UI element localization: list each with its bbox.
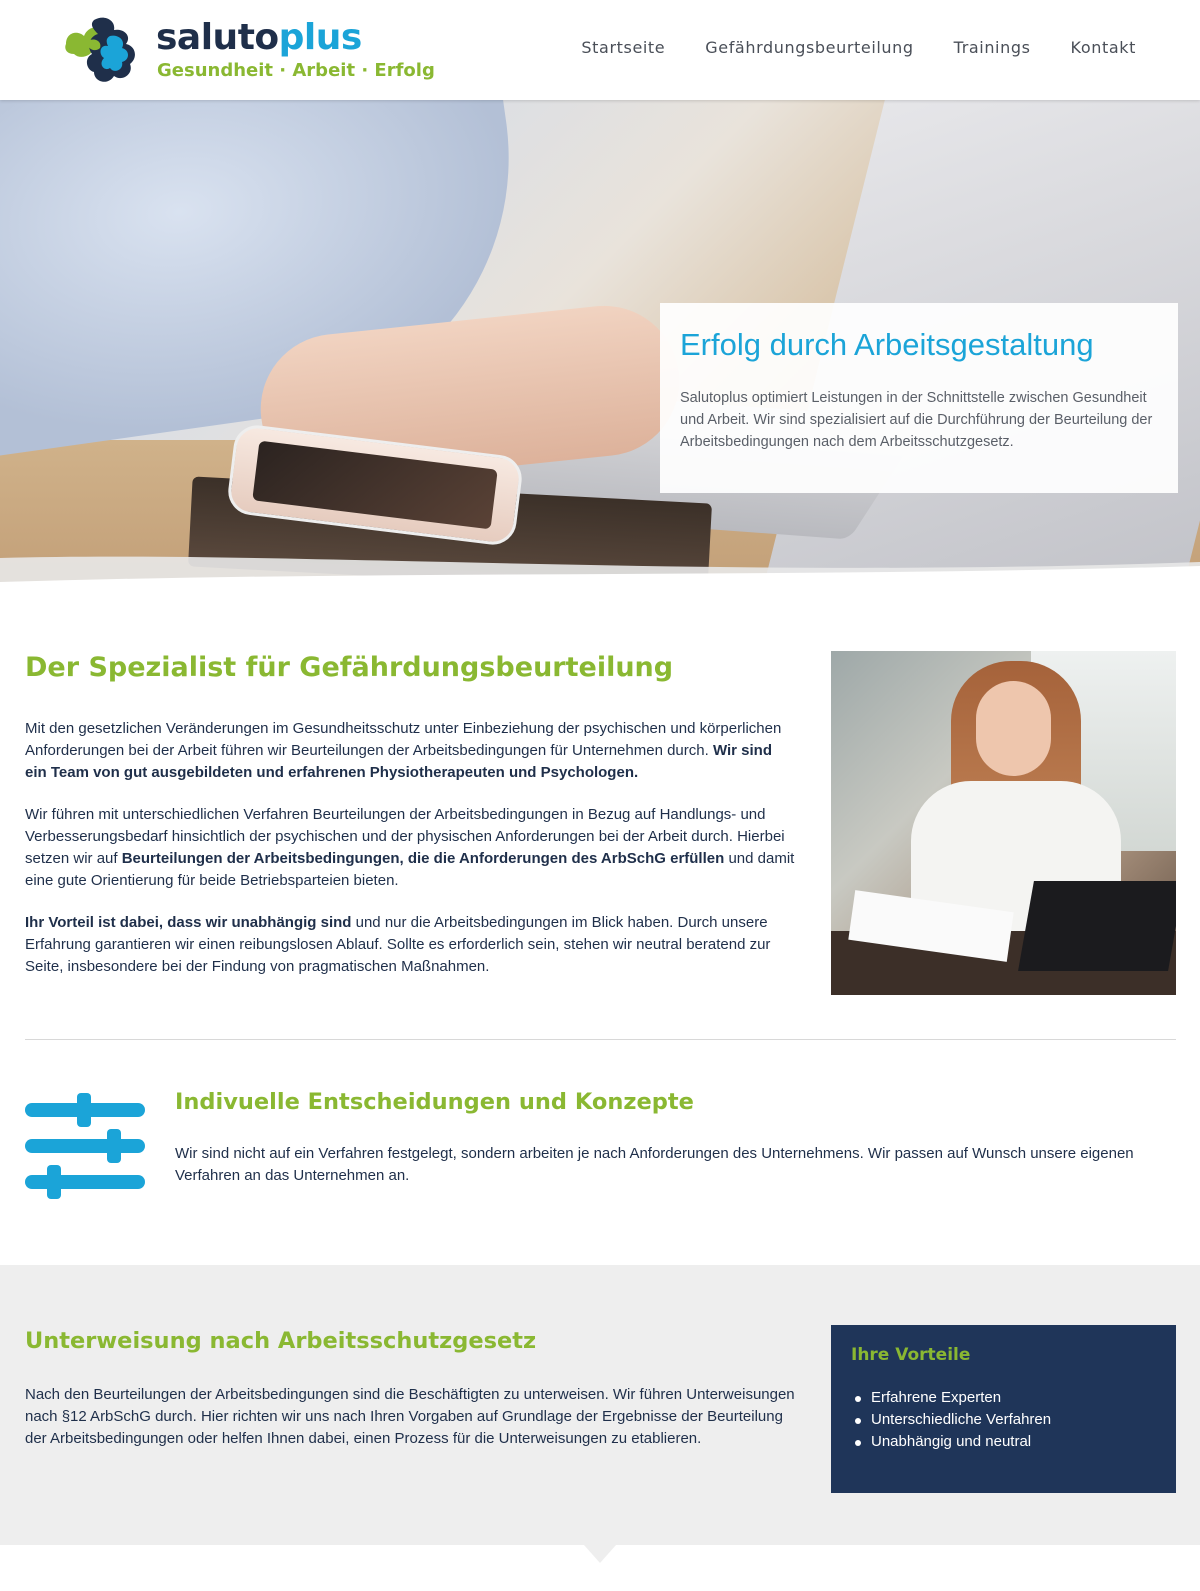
unterweisung-text: Nach den Beurteilungen der Arbeitsbedingungen sind die Beschäftigten zu unterweisen. Wir führen Unterweisungen nach §12 ArbSchG durch. Hier richten wir uns nach Ihren Vorgaben auf Grundlage der Ergebnisse der Beurteilung der Arbeitsbedingungen oder helfen Ihnen dabei, einen Prozess für die Unterweisungen zu etablieren. (25, 1386, 795, 1447)
nav-item-kontakt[interactable]: Kontakt (1070, 38, 1136, 57)
nav-item-startseite[interactable]: Startseite (581, 38, 666, 57)
vorteile-item: Unabhängig und neutral (851, 1431, 1156, 1453)
intro-p2-text-b: und damit eine gute Orientierung für beide Betriebsparteien bieten. (25, 850, 795, 889)
feature-section (175, 1087, 1175, 1187)
photo-laptop (1018, 881, 1176, 971)
intro-section (25, 650, 795, 998)
intro-p1-bold: Wir sind ein Team von gut ausgebildeten und erfahrenen Physiotherapeuten und Psychologen. (25, 742, 772, 781)
vorteile-box (831, 1325, 1176, 1493)
logo-name-part2: plus (278, 17, 362, 58)
hero-title: Erfolg durch Arbeitsgestaltung (680, 327, 1094, 362)
hero-text: Salutoplus optimiert Leistungen in der Schnittstelle zwischen Gesundheit und Arbeit. Wir sind spezialisiert auf die Durchführung der Beurteilung der Arbeitsbedingungen nach dem Arbeitsschutzgesetz. (680, 390, 1153, 450)
nav-item-trainings[interactable]: Trainings (953, 38, 1031, 57)
vorteile-item: Erfahrene Experten (851, 1387, 1156, 1409)
logo-wordmark (156, 16, 362, 60)
feature-text: Wir sind nicht auf ein Verfahren festgelegt, sondern arbeiten je nach Anforderungen des Unternehmens. Wir passen auf Wunsch unsere eigenen Verfahren an das Unternehmen an. (175, 1145, 1134, 1184)
sliders-icon (25, 1093, 145, 1204)
logo-tagline: Gesundheit · Arbeit · Erfolg (157, 60, 435, 81)
site-header (0, 0, 1200, 100)
vorteile-title: Ihre Vorteile (851, 1345, 971, 1365)
main-nav (581, 38, 1136, 57)
intro-photo (831, 651, 1176, 995)
vorteile-item: Unterschiedliche Verfahren (851, 1409, 1156, 1431)
intro-p3-bold: Ihr Vorteil ist dabei, dass wir unabhängig sind (25, 914, 352, 931)
unterweisung-title: Unterweisung nach Arbeitsschutzgesetz (25, 1328, 537, 1354)
logo-mark-icon (60, 14, 150, 92)
feature-title: Indivuelle Entscheidungen und Konzepte (175, 1089, 694, 1115)
intro-p3-text: und nur die Arbeitsbedingungen im Blick haben. Durch unsere Erfahrung garantieren wir einen reibungslosen Ablauf. Sollte es erforderlich sein, stehen wir neutral beratend zur Seite, insbesondere bei der Findung von pragmatischen Maßnahmen. (25, 914, 771, 975)
nav-item-gefaehrdungsbeurteilung[interactable]: Gefährdungsbeurteilung (705, 38, 914, 57)
intro-p2-text-a: Wir führen mit unterschiedlichen Verfahren Beurteilungen der Arbeitsbedingungen in Bezug auf Handlungs- und Verbesserungsbedarf hinsichtlich der psychischen und der physischen Anforderungen bei der Arbeit durch. Hierbei setzen wir auf (25, 806, 785, 867)
intro-paragraph-1 (25, 718, 795, 784)
unterweisung-section (25, 1326, 795, 1450)
intro-title: Der Spezialist für Gefährdungsbeurteilung (25, 652, 674, 683)
photo-face (976, 681, 1051, 776)
hero-section (0, 100, 1200, 600)
down-arrow-icon (584, 1545, 616, 1563)
logo[interactable] (60, 14, 435, 92)
hero-card (660, 303, 1178, 493)
intro-p1-text: Mit den gesetzlichen Veränderungen im Gesundheitsschutz unter Einbeziehung der psychischen und körperlichen Anforderungen bei der Arbeit führen wir Beurteilungen der Arbeitsbedingungen für Unternehmen durch. (25, 720, 782, 759)
intro-paragraph-2 (25, 804, 795, 892)
intro-p2-bold: Beurteilungen der Arbeitsbedingungen, die die Anforderungen des ArbSchG erfüllen (121, 850, 725, 867)
intro-paragraph-3 (25, 912, 795, 978)
vorteile-list (851, 1387, 1156, 1453)
logo-name-part1: saluto (156, 17, 279, 58)
section-divider (25, 1039, 1176, 1040)
hero-wave-divider (0, 540, 1200, 600)
